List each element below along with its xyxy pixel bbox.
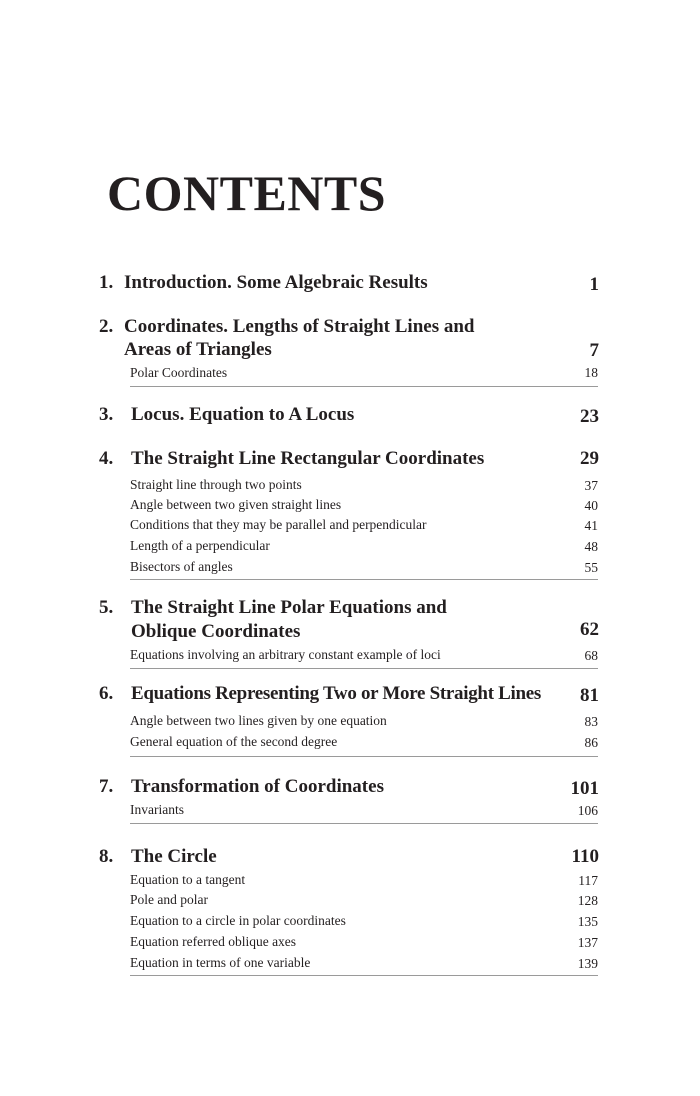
section-title[interactable]: Straight line through two points (130, 477, 302, 492)
chapter-2-title-line2[interactable]: Areas of Triangles (124, 339, 272, 360)
section-page: 106 (577, 803, 598, 818)
section-page: 139 (577, 956, 598, 971)
section-page: 40 (584, 498, 598, 513)
page-title: CONTENTS (107, 165, 387, 221)
section-page: 135 (577, 914, 598, 929)
chapter-5-page: 62 (580, 619, 599, 640)
section-title[interactable]: Polar Coordinates (130, 365, 228, 380)
divider (130, 756, 598, 757)
divider (130, 823, 598, 824)
section-title[interactable]: Conditions that they may be parallel and perpendicular (130, 517, 427, 532)
chapter-8-title[interactable]: The Circle (131, 846, 217, 867)
chapter-5-title-line2[interactable]: Oblique Coordinates (131, 621, 301, 642)
divider (130, 668, 598, 669)
chapter-1-page: 1 (589, 274, 599, 295)
chapter-4-number: 4. (99, 448, 114, 469)
chapter-7-title[interactable]: Transformation of Coordinates (131, 776, 384, 797)
section-page: 128 (577, 893, 598, 908)
divider (130, 386, 598, 387)
section-title[interactable]: Pole and polar (130, 892, 208, 907)
divider (130, 579, 598, 580)
chapter-8-page: 110 (571, 846, 599, 867)
section-title[interactable]: Angle between two lines given by one equation (130, 713, 387, 728)
section-page: 41 (584, 518, 598, 533)
chapter-6-page: 81 (580, 685, 599, 706)
chapter-4-title[interactable]: The Straight Line Rectangular Coordinates (131, 448, 485, 469)
section-page: 48 (584, 539, 598, 554)
section-title[interactable]: Equation to a tangent (130, 872, 246, 887)
section-page: 68 (584, 648, 598, 663)
chapter-6-title[interactable]: Equations Representing Two or More Straight Lines (131, 683, 542, 704)
chapter-8-number: 8. (99, 846, 114, 867)
section-page: 86 (584, 735, 598, 750)
section-title[interactable]: Equation referred oblique axes (130, 934, 297, 949)
chapter-3-title[interactable]: Locus. Equation to A Locus (131, 404, 355, 425)
section-title[interactable]: Invariants (130, 802, 184, 817)
section-page: 83 (584, 714, 598, 729)
divider (130, 975, 598, 976)
section-title[interactable]: Angle between two given straight lines (130, 497, 342, 512)
chapter-1-number: 1. (99, 272, 114, 293)
chapter-6-number: 6. (99, 683, 114, 704)
section-page: 18 (584, 365, 598, 380)
chapter-4-page: 29 (580, 448, 599, 469)
chapter-5-title-line1[interactable]: The Straight Line Polar Equations and (131, 597, 447, 618)
chapter-5-number: 5. (99, 597, 114, 618)
chapter-2-page: 7 (589, 340, 599, 361)
section-page: 137 (577, 935, 598, 950)
section-page: 117 (578, 873, 598, 888)
chapter-3-page: 23 (580, 406, 599, 427)
section-title[interactable]: Bisectors of angles (130, 559, 233, 574)
section-title[interactable]: General equation of the second degree (130, 734, 338, 749)
chapter-7-number: 7. (99, 776, 114, 797)
section-title[interactable]: Equations involving an arbitrary constant example of loci (130, 647, 441, 662)
chapter-2-title-line1[interactable]: Coordinates. Lengths of Straight Lines and (124, 316, 475, 337)
chapter-1-title[interactable]: Introduction. Some Algebraic Results (124, 272, 428, 293)
section-title[interactable]: Length of a perpendicular (130, 538, 270, 553)
chapter-3-number: 3. (99, 404, 114, 425)
chapter-7-page: 101 (570, 778, 599, 799)
section-page: 37 (584, 478, 598, 493)
section-title[interactable]: Equation to a circle in polar coordinates (130, 913, 346, 928)
section-page: 55 (584, 560, 598, 575)
section-title[interactable]: Equation in terms of one variable (130, 955, 311, 970)
chapter-2-number: 2. (99, 316, 114, 337)
